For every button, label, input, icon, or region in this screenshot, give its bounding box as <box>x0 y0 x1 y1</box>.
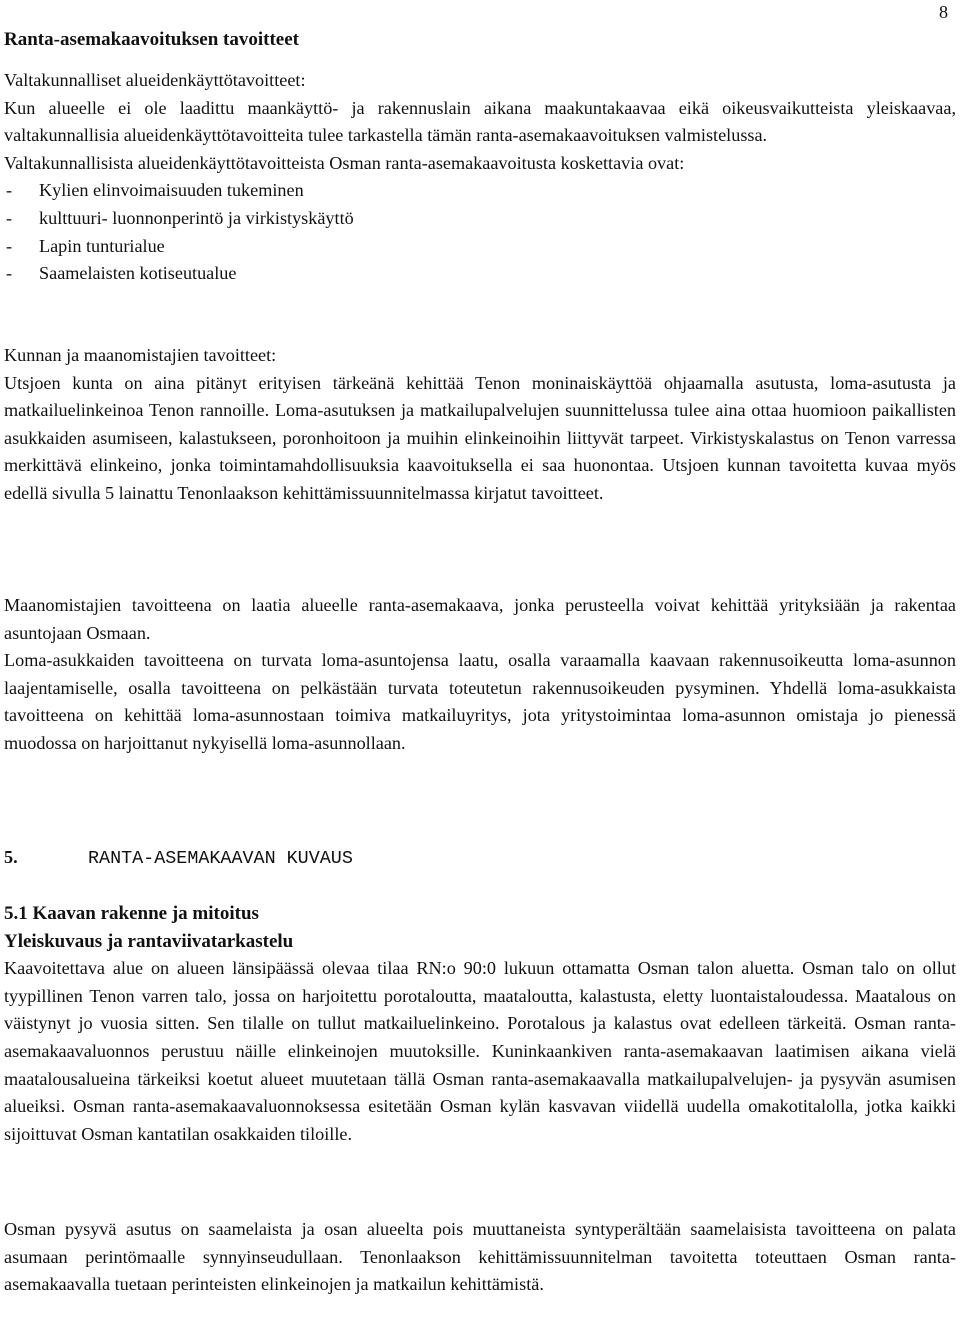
chapter-heading <box>4 844 956 873</box>
chapter-title: RANTA-ASEMAKAAVAN KUVAUS <box>88 848 353 869</box>
list-item: - Saamelaisten kotiseutualue <box>4 260 956 288</box>
chapter-number: 5. <box>4 847 18 867</box>
national-goals-heading: Valtakunnalliset alueidenkäyttötavoitteet: <box>4 70 306 90</box>
subsection-subtitle: Yleiskuvaus ja rantaviivatarkastelu <box>4 930 294 952</box>
national-goals-text: Kun alueelle ei ole laadittu maankäyttö- ja rakennuslain aikana maakuntakaavaa eikä oikeusvaikutteista yleiskaavaa, valtakunnallisia alueidenkäyttötavoitteita tulee tarkastella tämän ranta-asemakaavoituksen valmistelussa. <box>4 97 956 146</box>
settlement-paragraph: Osman pysyvä asutus on saamelaista ja osan alueelta pois muuttaneista syntyperältään saamelaisista tavoitteena on palata asumaan perintömaalle synnyinseudullaan. Tenonlaakson kehittämissuunnitelman tavoitetta toteuttaen Osman ranta-asemakaavalla tuetaan perinteisten elinkeinojen ja matkailun kehittämistä. <box>4 1219 956 1295</box>
municipal-goals-text: Utsjoen kunta on aina pitänyt erityisen tärkeänä kehittää Tenon moninaiskäyttöä ohjaamalla asutusta, loma-asutusta ja matkailuelinkeinoa Tenon rannoille. Loma-asutuksen ja matkailupalvelujen suunnittelussa tulee aina ottaa huomioon paikallisten asukkaiden asumiseen, kalastukseen, poronhoitoon ja muihin elinkeinoihin liittyvät tarpeet. Virkistyskalastus on Tenon varressa merkittävä elinkeino, jonka toimintamahdollisuuksia kaavoituksella ei saa huonontaa. Utsjoen kunnan tavoitetta kuvaa myös edellä sivulla 5 lainattu Tenonlaakson kehittämissuunnitelmassa kirjatut tavoitteet. <box>4 372 956 503</box>
relevant-goals-intro: Valtakunnallisista alueidenkäyttötavoitteista Osman ranta-asemakaavoitusta koskettavia ovat: <box>4 152 685 173</box>
subsection-block-2 <box>4 1216 956 1299</box>
municipal-goals-block <box>4 342 956 508</box>
landowner-goals-text: Maanomistajien tavoitteena on laatia alueelle ranta-asemakaava, jonka perusteella voivat kehittää yrityksiään ja rakentaa asuntojaan Osmaan. <box>4 595 956 643</box>
overview-paragraph: Kaavoitettava alue on alueen länsipäässä olevaa tilaa RN:o 90:0 lukuun ottamatta Osman talon aluetta. Osman talo on ollut tyypillinen Tenon varren talo, jossa on harjoitettu porotaloutta, maataloutta, kalastusta, eletty luontaistaloudessa. Maatalous on väistynyt jo vuosia sitten. Sen tilalle on tullut matkailuelinkeino. Porotalous ja kalastus ovat edelleen tärkeitä. Osman ranta-asemakaavaluonnos perustuu näille elinkeinojen muutoksille. Kuninkaankiven ranta-asemakaavan laatimisen aikana vielä maatalousalueina tärkeiksi koetut alueet muutetaan tällä Osman ranta-asemakaavalla matkailupalvelujen- ja pysyvän asumisen alueiksi. Osman ranta-asemakaavaluonnoksessa esitetään Osman kylän kasvavan viidellä uudella omakotitalolla, jotka kaikki sijoittuvat Osman kantatilan osakkaiden tiloille. <box>4 958 956 1144</box>
subsection-title: 5.1 Kaavan rakenne ja mitoitus <box>4 903 259 924</box>
landowner-goals-block <box>4 592 956 758</box>
subsection-block <box>4 900 956 1148</box>
national-goals-block <box>4 67 956 288</box>
list-item: - Kylien elinvoimaisuuden tukeminen <box>4 177 956 205</box>
municipal-goals-heading: Kunnan ja maanomistajien tavoitteet: <box>4 345 277 365</box>
list-item: - kulttuuri- luonnonperintö ja virkistyskäyttö <box>4 205 956 233</box>
section-goals <box>4 26 956 54</box>
relevant-goals-list <box>4 177 956 287</box>
holiday-residents-goals-text: Loma-asukkaiden tavoitteena on turvata loma-asuntojensa laatu, osalla varaamalla kaavaan rakennusoikeutta loma-asunnon laajentamiselle, osalla tavoitteena on pelkästään turvata toteutetun rakennusoikeuden pysyminen. Yhdellä loma-asukkaista tavoitteena on kehittää loma-asunnostaan toimiva matkailuyritys, jota yritystoimintaa loma-asunnon omistaja jo pienessä muodossa on harjoittanut nykyisellä loma-asunnollaan. <box>4 650 956 753</box>
section-title: Ranta-asemakaavoituksen tavoitteet <box>4 29 300 50</box>
list-item: - Lapin tunturialue <box>4 233 956 261</box>
page-number: 8 <box>939 2 948 22</box>
